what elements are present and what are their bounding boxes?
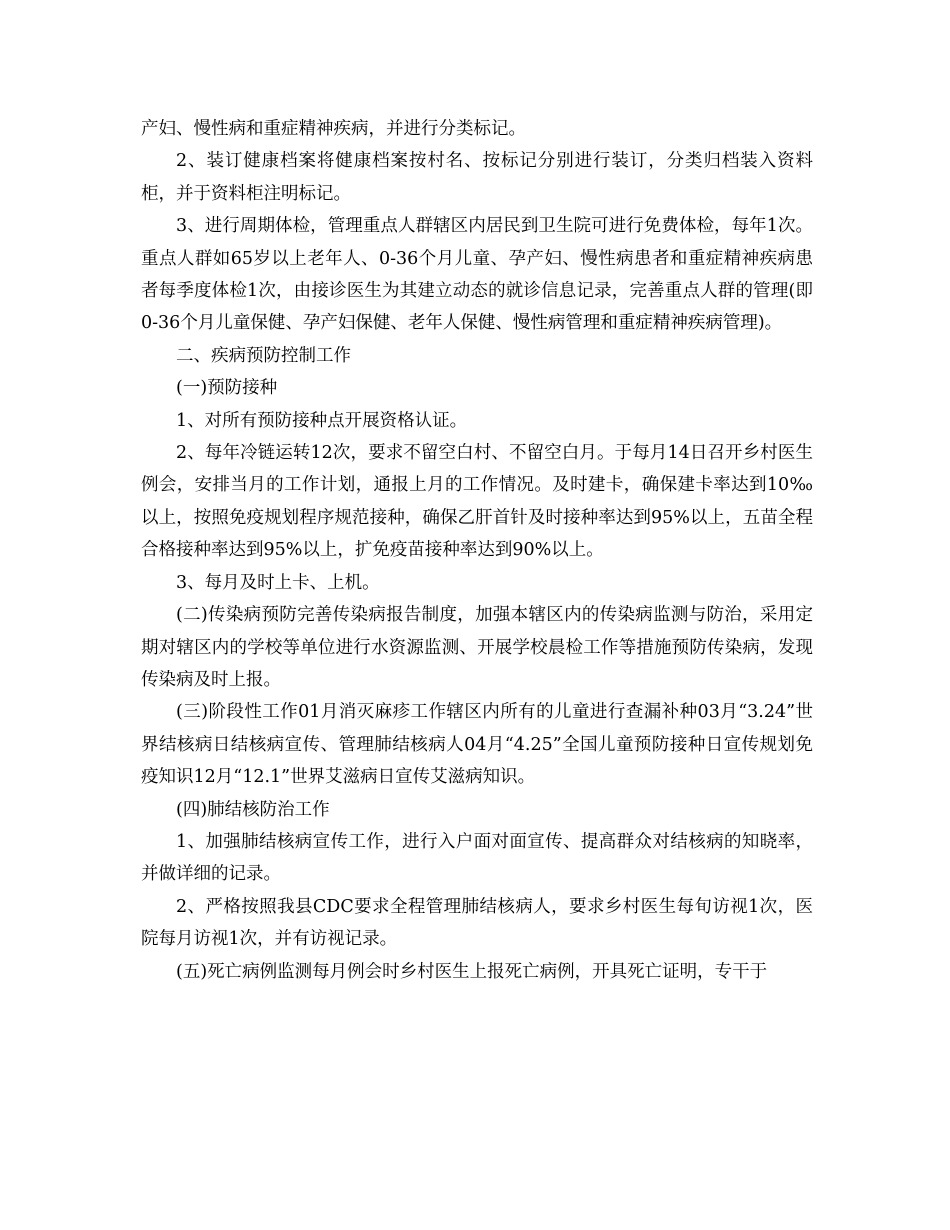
paragraph-card-upload: 3、每月及时上卡、上机。 [176, 572, 380, 593]
paragraph-archive-binding: 2、装订健康档案将健康档案按村名、按标记分别进行装订，分类归档装入资料柜，并于资料柜注明标记。 [141, 151, 813, 204]
section-heading-disease-control: 二、疾病预防控制工作 [176, 345, 351, 366]
paragraph-continuation: 产妇、慢性病和重症精神疾病，并进行分类标记。 [141, 119, 526, 139]
paragraph-certification: 1、对所有预防接种点开展资格认证。 [176, 410, 468, 431]
paragraph-periodic-checkup: 3、进行周期体检，管理重点人群辖区内居民到卫生院可进行免费体检，每年1次。重点人群如65岁以上老年人、0-36个月儿童、孕产妇、慢性病患者和重症精神疾病患者每季度体检1次，由接诊医生为其建立动态的就诊信息记录，完善重点人群的管理(即0-36个月儿童保健、孕产妇保健、老年人保健、慢性病管理和重症精神疾病管理)。 [141, 216, 813, 334]
paragraph-tb-publicity: 1、加强肺结核病宣传工作，进行入户面对面宣传、提高群众对结核病的知晓率，并做详细的记录。 [141, 831, 813, 885]
paragraph-cold-chain: 2、每年冷链运转12次，要求不留空白村、不留空白月。于每月14日召开乡村医生例会，安排当月的工作计划，通报上月的工作情况。及时建卡，确保建卡率达到10‰以上，按照免疫规划程序规范接种，确保乙肝首针及时接种率达到95%以上，五苗全程合格接种率达到95%以上，扩免疫苗接种率达到90%以上。 [141, 443, 813, 561]
paragraph-infectious-disease: (二)传染病预防完善传染病报告制度，加强本辖区内的传染病监测与防治，采用定期对辖区内的学校等单位进行水资源监测、开展学校晨检工作等措施预防传染病，发现传染病及时上报。 [141, 605, 813, 690]
paragraph-death-monitoring: (五)死亡病例监测每月例会时乡村医生上报死亡病例，开具死亡证明，专干于 [176, 961, 768, 982]
subheading-vaccination: (一)预防接种 [176, 378, 278, 399]
document-body [141, 113, 813, 988]
paragraph-tb-management: 2、严格按照我县CDC要求全程管理肺结核病人，要求乡村医生每旬访视1次，医院每月访视1次，并有访视记录。 [141, 896, 813, 950]
subheading-tuberculosis: (四)肺结核防治工作 [176, 799, 330, 820]
paragraph-phased-work: (三)阶段性工作01月消灭麻疹工作辖区内所有的儿童进行查漏补种03月“3.24”世界结核病日结核病宣传、管理肺结核病人04月“4.25”全国儿童预防接种日宣传规划免疫知识12月“12.1”世界艾滋病日宣传艾滋病知识。 [141, 702, 813, 788]
